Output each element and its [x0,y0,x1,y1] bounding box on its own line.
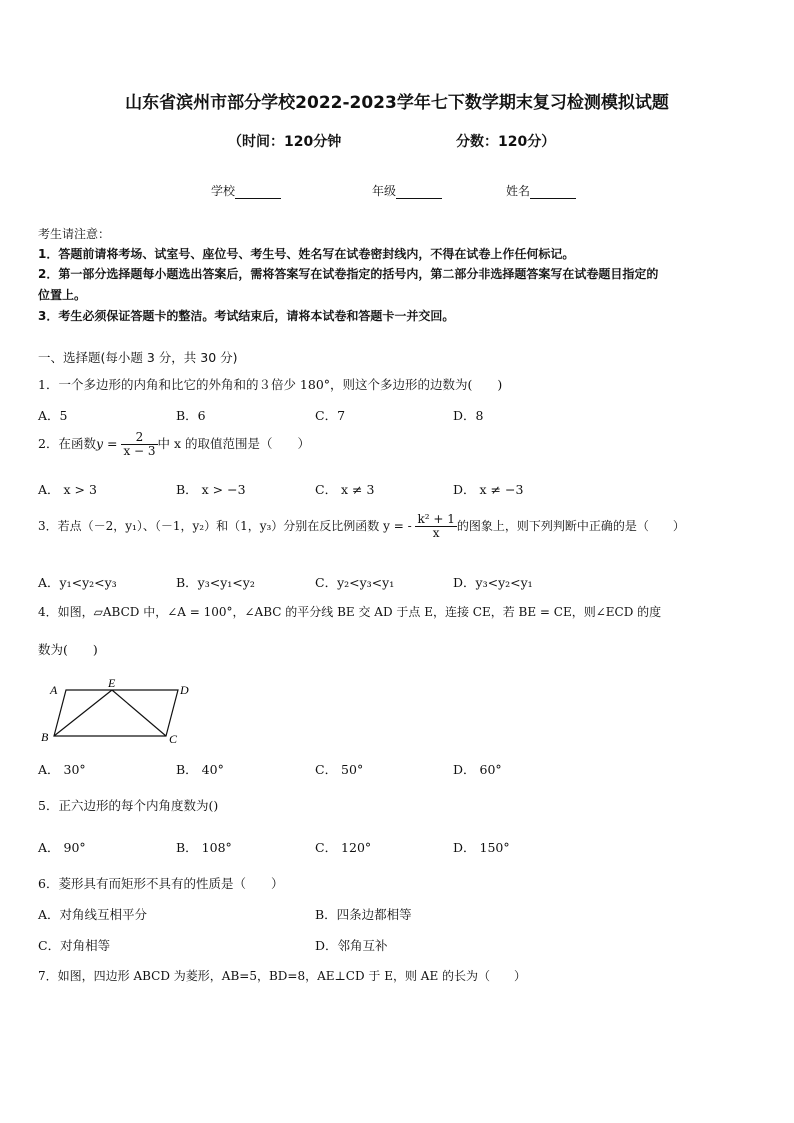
page-title: 山东省滨州市部分学校2022-2023学年七下数学期末复习检测模拟试题 [125,93,669,113]
label-e: E [108,676,116,690]
q3-option-b[interactable]: B．y₃<y₁<y₂ [176,575,255,590]
segment-be [54,690,112,736]
question-6: 6．菱形具有而矩形不具有的性质是（ ） [38,876,284,891]
grade-label: 年级 [372,184,397,198]
parallelogram-figure [38,676,198,748]
q4-option-a[interactable]: A． 30° [38,762,86,777]
q2-option-c[interactable]: C． x ≠ 3 [315,482,375,497]
school-blank[interactable] [235,186,281,199]
q2-option-d[interactable]: D． x ≠ −3 [453,482,524,497]
name-label: 姓名 [506,184,531,198]
q3-option-a[interactable]: A．y₁<y₂<y₃ [38,575,117,590]
q6-option-c[interactable]: C．对角相等 [38,938,111,953]
question-2 [38,431,310,458]
exam-score: 分数：120分） [456,134,556,150]
q2-prefix: 2．在函数 [38,436,96,452]
grade-blank[interactable] [396,186,442,199]
q2-option-b[interactable]: B． x > −3 [176,482,246,497]
exam-time: （时间：120分钟 [228,134,342,150]
q6-option-a[interactable]: A．对角线互相平分 [38,907,148,922]
q1-option-c[interactable]: C．7 [315,408,346,423]
q3-option-c[interactable]: C．y₂<y₃<y₁ [315,575,395,590]
q3-suffix: 的图象上，则下列判断中正确的是（ ） [456,519,685,534]
q2-y: y = [95,436,118,452]
notice-heading: 考生请注意： [38,227,111,241]
q3-numerator: k² + 1 [417,512,455,526]
question-4-line-1: 4．如图，▱ABCD 中，∠A = 100°，∠ABC 的平分线 BE 交 AD 于点 E，连接 CE，若 BE = CE，则∠ECD 的度 [38,605,662,619]
q2-option-a[interactable]: A． x > 3 [38,482,97,497]
q5-option-b[interactable]: B． 108° [176,840,232,855]
question-4-line-2: 数为( ) [38,642,98,657]
school-field[interactable] [211,182,281,199]
q3-fraction [415,513,456,540]
q3-prefix: 3．若点（－2，y₁）、（－1，y₂）和（1，y₃）分别在反比例函数 y = - [38,519,412,534]
notice-line-3: 3．考生必须保证答题卡的整洁。考试结束后，请将本试卷和答题卡一并交回。 [38,309,455,323]
q6-option-b[interactable]: B．四条边都相等 [315,907,412,922]
label-d: D [180,683,189,697]
q3-denominator: x [432,526,440,541]
grade-field[interactable] [372,182,442,199]
q5-option-d[interactable]: D． 150° [453,840,510,855]
section-heading: 一、选择题(每小题 3 分，共 30 分) [38,350,238,365]
question-5: 5．正六边形的每个内角度数为() [38,798,219,813]
q5-option-a[interactable]: A． 90° [38,840,86,855]
q2-numerator: 2 [121,431,157,445]
question-1: 1．一个多边形的内角和比它的外角和的３倍少 180°，则这个多边形的边数为( ) [38,377,503,392]
notice-line-2a: 2．第一部分选择题每小题选出答案后，需将答案写在试卷指定的括号内，第二部分非选择题答案写在试卷题目指定的 [38,267,659,281]
q2-denominator: x − 3 [123,444,156,459]
q4-option-b[interactable]: B． 40° [176,762,224,777]
notice-line-2b: 位置上。 [38,288,87,302]
name-field[interactable] [506,182,576,199]
question-7: 7．如图，四边形 ABCD 为菱形，AB=5，BD=8，AE⊥CD 于 E，则 AE 的长为（ ） [38,969,527,983]
q1-option-b[interactable]: B．6 [176,408,206,423]
q2-suffix: 中 x 的取值范围是（ ） [157,436,311,452]
school-label: 学校 [211,184,236,198]
q4-option-d[interactable]: D． 60° [453,762,502,777]
parallelogram-abcd [54,690,178,736]
label-b: B [41,730,49,744]
question-3 [38,513,685,540]
label-a: A [50,683,58,697]
name-blank[interactable] [530,186,576,199]
label-c: C [169,732,178,746]
q4-option-c[interactable]: C． 50° [315,762,364,777]
q3-option-d[interactable]: D．y₃<y₂<y₁ [453,575,533,590]
q2-fraction [121,431,157,458]
notice-line-1: 1．答题前请将考场、试室号、座位号、考生号、姓名写在试卷密封线内，不得在试卷上作任何标记。 [38,247,575,261]
q5-option-c[interactable]: C． 120° [315,840,372,855]
segment-ce [112,690,166,736]
q1-option-a[interactable]: A．5 [38,408,68,423]
q1-option-d[interactable]: D．8 [453,408,484,423]
q6-option-d[interactable]: D．邻角互补 [315,938,388,953]
